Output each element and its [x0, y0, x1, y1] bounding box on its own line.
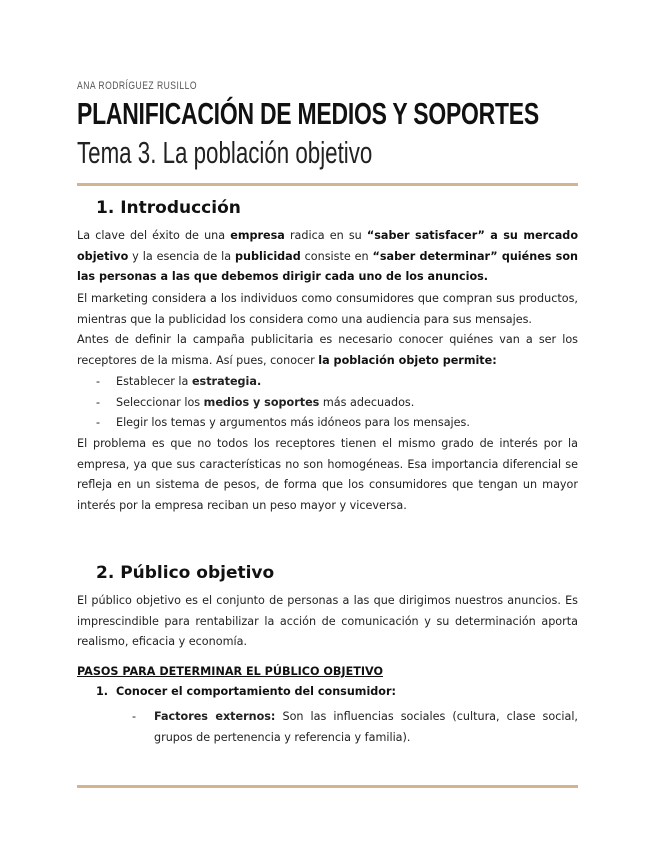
intro-paragraph-4: El problema es que no todos los receptores tienen el mismo grado de interés por la empresa, ya que sus características no son homogéneas. Esa importancia diferencial se refleja en un sistema de pesos, de forma que los consumidores que tengan un mayor interés por la empresa reciban un peso mayor y viceversa.	[77, 437, 578, 512]
text-run: Antes de definir la campaña publicitaria es necesario conocer quiénes van a ser los receptores de la misma. Así pues, conocer	[77, 333, 578, 367]
intro-paragraph-3	[77, 330, 578, 371]
list-dash: -	[96, 395, 101, 409]
text-run: radica en su	[284, 229, 367, 242]
bold-run: medios y soportes	[203, 395, 320, 409]
step-number: 1.	[96, 685, 109, 698]
list-dash: -	[96, 416, 101, 430]
bold-run: la población objeto permite:	[318, 353, 497, 367]
text-run: y la esencia de la	[128, 249, 236, 263]
document-title: PLANIFICACIÓN DE MEDIOS Y SOPORTES	[77, 96, 539, 131]
text-run: consiste en	[300, 249, 373, 263]
top-divider	[77, 183, 578, 186]
step-label: Conocer el comportamiento del consumidor:	[116, 685, 396, 698]
text-run: La clave del éxito de una	[77, 229, 231, 242]
text-run: Seleccionar los	[116, 395, 204, 409]
section-heading-publico-objetivo: 2. Público objetivo	[96, 563, 275, 583]
bold-run: publicidad	[235, 249, 301, 263]
list-item	[77, 372, 578, 393]
text-run: Son las influencias sociales (cultura, clase social, grupos de pertenencia y referencia y familia).	[154, 710, 578, 744]
bottom-divider	[77, 785, 578, 788]
text-run: Elegir los temas y argumentos más idóneos para los mensajes.	[116, 416, 470, 430]
bold-run: empresa	[230, 229, 285, 242]
objectives-list	[77, 372, 578, 434]
section-heading-introduccion: 1. Introducción	[96, 198, 241, 218]
list-dash: -	[96, 375, 101, 388]
list-item	[77, 413, 578, 434]
text-run: Establecer la	[116, 375, 192, 388]
bold-run: “saber satisfacer” a su mercado objetivo	[77, 229, 578, 263]
bold-run: “saber determinar” quiénes son las personas a las que debemos dirigir cada uno de los anuncios.	[77, 249, 578, 284]
list-dash: -	[132, 710, 137, 723]
bold-run: Factores externos:	[154, 710, 276, 723]
publico-paragraph-1: El público objetivo es el conjunto de personas a las que dirigimos nuestros anuncios. Es imprescindible para rentabilizar la acción de comunicación y su determinación aporta realismo, eficacia y economía.	[77, 594, 578, 649]
sub-item-factores-externos	[132, 707, 578, 748]
steps-title: PASOS PARA DETERMINAR EL PÚBLICO OBJETIVO	[77, 665, 383, 678]
document-subtitle: Tema 3. La población objetivo	[77, 135, 373, 170]
step-1	[96, 685, 396, 698]
author-name: ANA RODRÍGUEZ RUSILLO	[77, 80, 197, 92]
intro-paragraph-2: El marketing considera a los individuos como consumidores que compran sus productos, mientras que la publicidad los considera como una audiencia para sus mensajes.	[77, 292, 578, 326]
text-run: más adecuados.	[319, 395, 415, 409]
intro-paragraph-1	[77, 226, 578, 288]
bold-run: estrategia.	[191, 375, 262, 388]
list-item	[77, 393, 578, 414]
